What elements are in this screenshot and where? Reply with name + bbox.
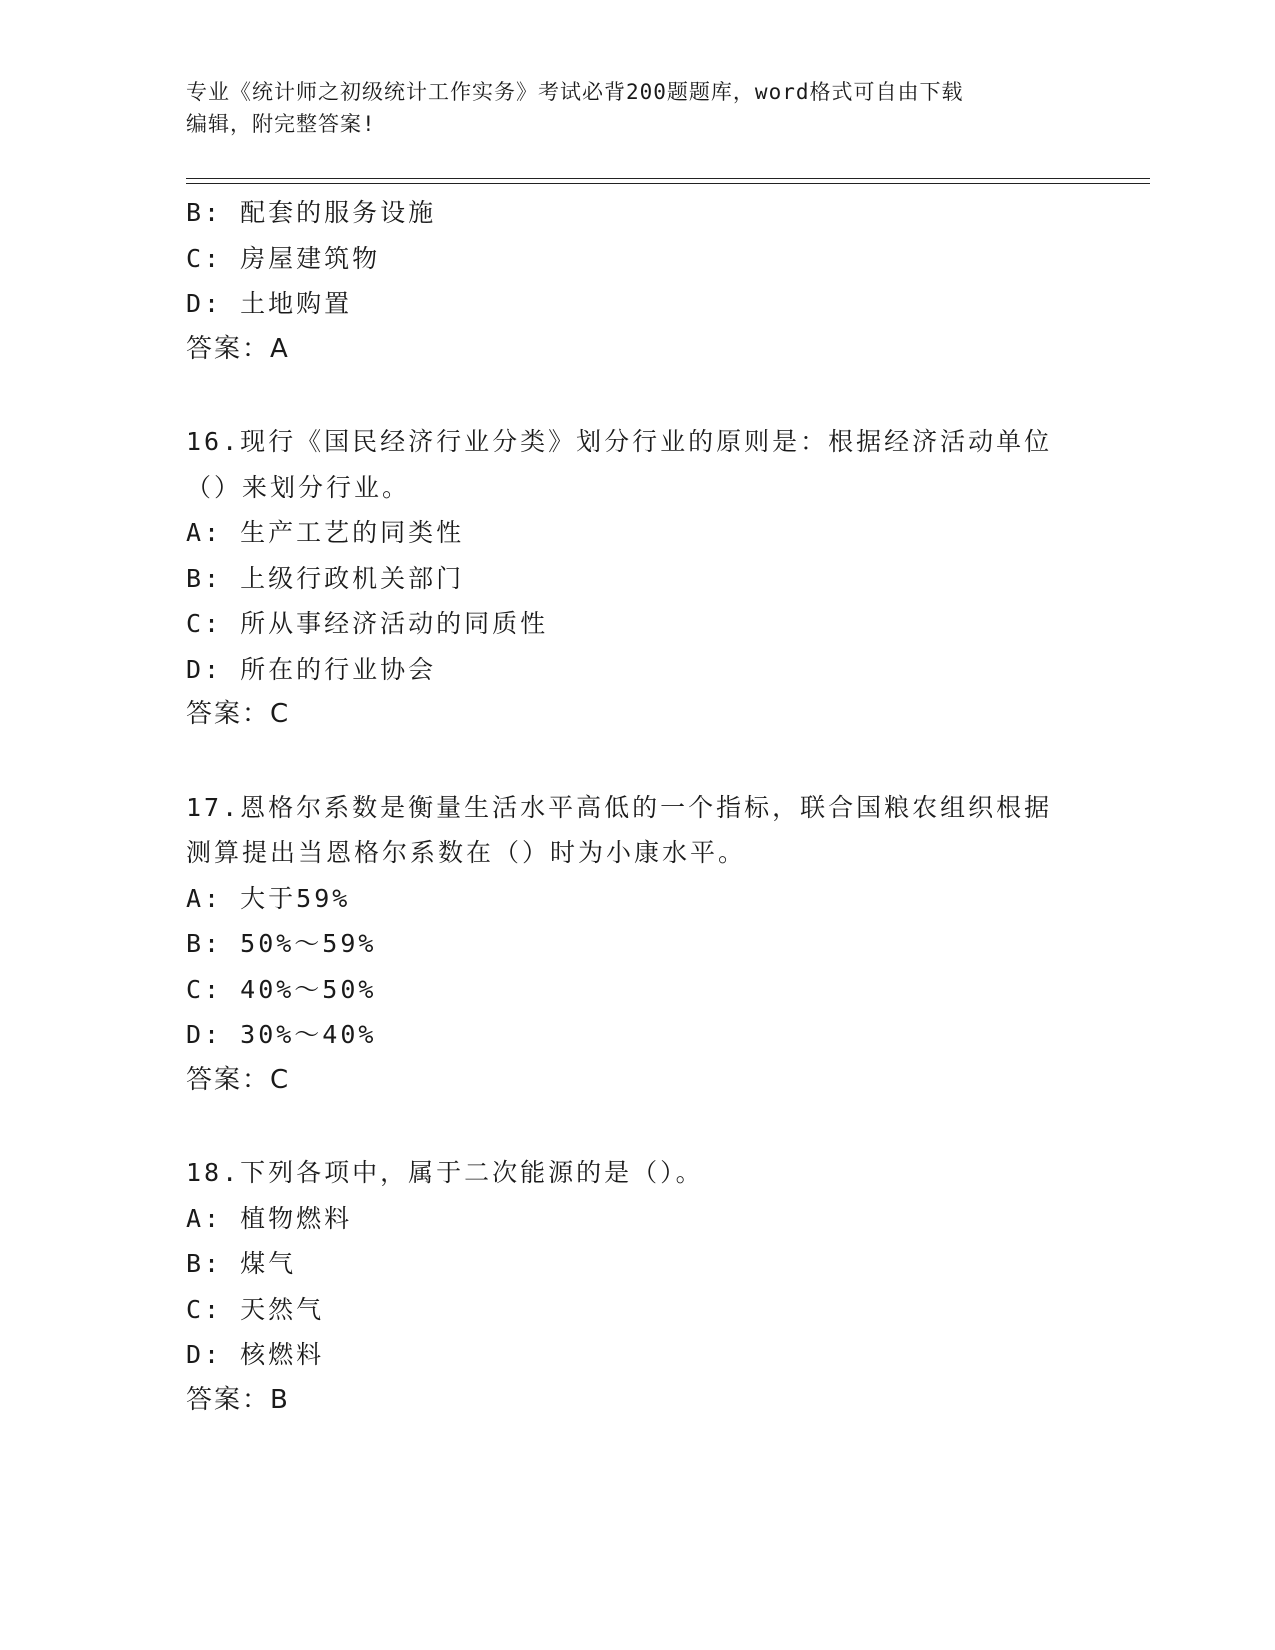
option-a: A: 生产工艺的同类性 xyxy=(186,518,465,547)
option-a: A: 植物燃料 xyxy=(186,1203,353,1233)
document-header xyxy=(186,76,1066,140)
answer-line: 答案：A xyxy=(186,333,290,364)
question-stem-line: 18.下列各项中，属于二次能源的是（）。 xyxy=(186,1158,704,1187)
option-c: C: 房屋建筑物 xyxy=(186,243,381,273)
option-d: D: 土地购置 xyxy=(186,289,353,318)
header-line-2: 编辑，附完整答案! xyxy=(186,112,376,136)
answer-line: 答案：B xyxy=(186,1384,290,1415)
question-stem-line: 测算提出当恩格尔系数在（）时为小康水平。 xyxy=(186,838,747,867)
header-divider-bottom xyxy=(186,183,1150,184)
option-d: D: 30%～40% xyxy=(186,1020,377,1049)
option-b: B: 上级行政机关部门 xyxy=(186,563,465,593)
question-stem-line: 16.现行《国民经济行业分类》划分行业的原则是：根据经济活动单位 xyxy=(186,427,1053,456)
option-a: A: 大于59% xyxy=(186,883,351,913)
question-block-16 xyxy=(186,419,1086,738)
answer-line: 答案：C xyxy=(186,699,291,729)
option-c: C: 天然气 xyxy=(186,1294,325,1324)
question-block-15 xyxy=(186,190,1086,372)
option-c: C: 所从事经济活动的同质性 xyxy=(186,609,549,638)
question-block-17 xyxy=(186,785,1086,1104)
option-d: D: 核燃料 xyxy=(186,1340,325,1369)
spacer xyxy=(186,372,1086,419)
option-c: C: 40%～50% xyxy=(186,974,377,1004)
option-b: B: 煤气 xyxy=(186,1249,297,1278)
header-line-1: 专业《统计师之初级统计工作实务》考试必背200题题库，word格式可自由下载 xyxy=(186,80,964,104)
option-b: B: 50%～59% xyxy=(186,929,377,958)
answer-line: 答案：C xyxy=(186,1064,291,1095)
option-d: D: 所在的行业协会 xyxy=(186,654,437,684)
question-block-18 xyxy=(186,1150,1086,1423)
question-list xyxy=(186,190,1086,1423)
question-stem-line: 17.恩格尔系数是衡量生活水平高低的一个指标，联合国粮农组织根据 xyxy=(186,792,1053,822)
option-b: B: 配套的服务设施 xyxy=(186,198,437,227)
spacer xyxy=(186,1103,1086,1150)
question-stem-line: （）来划分行业。 xyxy=(186,472,411,502)
header-divider-top xyxy=(186,178,1150,179)
spacer xyxy=(186,738,1086,785)
